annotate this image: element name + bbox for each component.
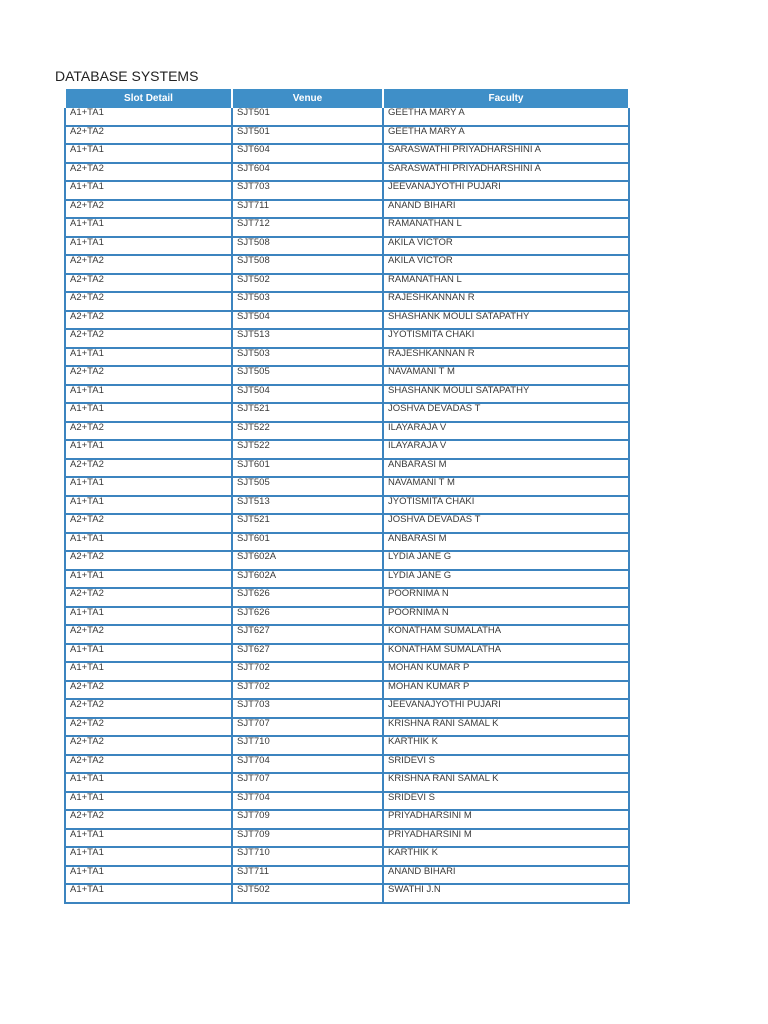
table-row	[65, 810, 629, 829]
venue-cell: SJT703	[232, 699, 383, 718]
column-header-venue: Venue	[232, 89, 383, 108]
slot-detail-cell: A2+TA2	[65, 163, 232, 182]
column-header-faculty: Faculty	[383, 89, 629, 108]
column-header-slot-detail: Slot Detail	[65, 89, 232, 108]
slot-detail-cell: A1+TA1	[65, 607, 232, 626]
venue-cell: SJT627	[232, 625, 383, 644]
venue-cell: SJT503	[232, 348, 383, 367]
table-row	[65, 884, 629, 903]
venue-cell: SJT702	[232, 662, 383, 681]
faculty-cell: KONATHAM SUMALATHA	[383, 625, 629, 644]
slot-detail-cell: A1+TA1	[65, 181, 232, 200]
venue-cell: SJT602A	[232, 570, 383, 589]
faculty-cell: JYOTISMITA CHAKI	[383, 496, 629, 515]
faculty-cell: KONATHAM SUMALATHA	[383, 644, 629, 663]
table-row	[65, 718, 629, 737]
faculty-cell: SWATHI J.N	[383, 884, 629, 903]
slot-detail-cell: A2+TA2	[65, 274, 232, 293]
slot-detail-cell: A1+TA1	[65, 662, 232, 681]
table-row	[65, 329, 629, 348]
venue-cell: SJT604	[232, 144, 383, 163]
table-row	[65, 311, 629, 330]
faculty-cell: JEEVANAJYOTHI PUJARI	[383, 181, 629, 200]
faculty-cell: ANAND BIHARI	[383, 866, 629, 885]
slot-detail-cell: A1+TA1	[65, 348, 232, 367]
venue-cell: SJT513	[232, 496, 383, 515]
table-row	[65, 403, 629, 422]
venue-cell: SJT627	[232, 644, 383, 663]
faculty-cell: JOSHVA DEVADAS T	[383, 403, 629, 422]
venue-cell: SJT707	[232, 718, 383, 737]
faculty-cell: POORNIMA N	[383, 607, 629, 626]
table-row	[65, 662, 629, 681]
slot-detail-cell: A2+TA2	[65, 200, 232, 219]
slot-detail-cell: A2+TA2	[65, 718, 232, 737]
faculty-cell: SARASWATHI PRIYADHARSHINI A	[383, 163, 629, 182]
faculty-cell: LYDIA JANE G	[383, 551, 629, 570]
venue-cell: SJT709	[232, 810, 383, 829]
slot-detail-cell: A2+TA2	[65, 292, 232, 311]
slot-detail-cell: A1+TA1	[65, 403, 232, 422]
slot-detail-cell: A2+TA2	[65, 755, 232, 774]
slot-detail-cell: A1+TA1	[65, 644, 232, 663]
faculty-cell: KARTHIK K	[383, 847, 629, 866]
table-row	[65, 570, 629, 589]
slot-detail-cell: A2+TA2	[65, 366, 232, 385]
venue-cell: SJT704	[232, 792, 383, 811]
table-row	[65, 625, 629, 644]
table-row	[65, 792, 629, 811]
faculty-cell: ANAND BIHARI	[383, 200, 629, 219]
faculty-cell: NAVAMANI T M	[383, 366, 629, 385]
faculty-cell: GEETHA MARY A	[383, 108, 629, 126]
venue-cell: SJT513	[232, 329, 383, 348]
venue-cell: SJT602A	[232, 551, 383, 570]
faculty-cell: PRIYADHARSINI M	[383, 829, 629, 848]
slot-detail-cell: A1+TA1	[65, 385, 232, 404]
venue-cell: SJT604	[232, 163, 383, 182]
venue-cell: SJT626	[232, 588, 383, 607]
slot-detail-cell: A2+TA2	[65, 551, 232, 570]
table-row	[65, 514, 629, 533]
faculty-cell: ANBARASI M	[383, 459, 629, 478]
table-row	[65, 144, 629, 163]
venue-cell: SJT502	[232, 884, 383, 903]
faculty-cell: KRISHNA RANI SAMAL K	[383, 773, 629, 792]
faculty-cell: JOSHVA DEVADAS T	[383, 514, 629, 533]
table-row	[65, 292, 629, 311]
venue-cell: SJT709	[232, 829, 383, 848]
venue-cell: SJT505	[232, 477, 383, 496]
slot-detail-cell: A1+TA1	[65, 829, 232, 848]
table-row	[65, 755, 629, 774]
faculty-cell: AKILA VICTOR	[383, 237, 629, 256]
venue-cell: SJT508	[232, 237, 383, 256]
table-row	[65, 218, 629, 237]
slot-detail-cell: A1+TA1	[65, 847, 232, 866]
faculty-cell: RAMANATHAN L	[383, 274, 629, 293]
venue-cell: SJT601	[232, 459, 383, 478]
table-row	[65, 126, 629, 145]
faculty-cell: KARTHIK K	[383, 736, 629, 755]
table-row	[65, 847, 629, 866]
slot-detail-cell: A1+TA1	[65, 218, 232, 237]
faculty-cell: SRIDEVI S	[383, 792, 629, 811]
slot-detail-cell: A1+TA1	[65, 773, 232, 792]
venue-cell: SJT501	[232, 126, 383, 145]
table-row	[65, 699, 629, 718]
table-row	[65, 163, 629, 182]
venue-cell: SJT522	[232, 440, 383, 459]
slot-detail-cell: A1+TA1	[65, 570, 232, 589]
faculty-cell: KRISHNA RANI SAMAL K	[383, 718, 629, 737]
faculty-cell: RAJESHKANNAN R	[383, 348, 629, 367]
slot-detail-cell: A1+TA1	[65, 496, 232, 515]
table-row	[65, 181, 629, 200]
venue-cell: SJT702	[232, 681, 383, 700]
table-row	[65, 533, 629, 552]
table-row	[65, 829, 629, 848]
venue-cell: SJT710	[232, 736, 383, 755]
venue-cell: SJT703	[232, 181, 383, 200]
venue-cell: SJT707	[232, 773, 383, 792]
table-row	[65, 348, 629, 367]
venue-cell: SJT711	[232, 866, 383, 885]
slot-detail-cell: A1+TA1	[65, 866, 232, 885]
slot-detail-cell: A2+TA2	[65, 311, 232, 330]
venue-cell: SJT601	[232, 533, 383, 552]
venue-cell: SJT710	[232, 847, 383, 866]
faculty-cell: MOHAN KUMAR P	[383, 681, 629, 700]
table-row	[65, 866, 629, 885]
venue-cell: SJT503	[232, 292, 383, 311]
slot-detail-cell: A2+TA2	[65, 736, 232, 755]
slot-detail-cell: A2+TA2	[65, 588, 232, 607]
faculty-cell: JYOTISMITA CHAKI	[383, 329, 629, 348]
faculty-cell: ILAYARAJA V	[383, 440, 629, 459]
slot-detail-cell: A2+TA2	[65, 699, 232, 718]
slot-detail-cell: A1+TA1	[65, 533, 232, 552]
slot-detail-cell: A2+TA2	[65, 810, 232, 829]
table-row	[65, 477, 629, 496]
faculty-cell: ILAYARAJA V	[383, 422, 629, 441]
faculty-cell: POORNIMA N	[383, 588, 629, 607]
slot-detail-cell: A1+TA1	[65, 237, 232, 256]
venue-cell: SJT508	[232, 255, 383, 274]
slot-detail-cell: A2+TA2	[65, 255, 232, 274]
table-row	[65, 459, 629, 478]
page-title: DATABASE SYSTEMS	[55, 68, 199, 84]
table-row	[65, 274, 629, 293]
table-row	[65, 200, 629, 219]
faculty-cell: GEETHA MARY A	[383, 126, 629, 145]
faculty-cell: MOHAN KUMAR P	[383, 662, 629, 681]
faculty-cell: PRIYADHARSINI M	[383, 810, 629, 829]
slot-detail-cell: A1+TA1	[65, 792, 232, 811]
table-body	[65, 108, 629, 903]
faculty-cell: NAVAMANI T M	[383, 477, 629, 496]
table-row	[65, 736, 629, 755]
slot-detail-cell: A2+TA2	[65, 126, 232, 145]
slot-detail-cell: A2+TA2	[65, 422, 232, 441]
table-row	[65, 255, 629, 274]
venue-cell: SJT504	[232, 311, 383, 330]
table-row	[65, 366, 629, 385]
table-row	[65, 108, 629, 126]
venue-cell: SJT704	[232, 755, 383, 774]
table-header-row	[65, 89, 629, 108]
venue-cell: SJT501	[232, 108, 383, 126]
venue-cell: SJT521	[232, 403, 383, 422]
slot-detail-cell: A2+TA2	[65, 625, 232, 644]
slot-detail-cell: A1+TA1	[65, 440, 232, 459]
faculty-cell: RAJESHKANNAN R	[383, 292, 629, 311]
slot-detail-cell: A1+TA1	[65, 108, 232, 126]
faculty-cell: SHASHANK MOULI SATAPATHY	[383, 385, 629, 404]
venue-cell: SJT711	[232, 200, 383, 219]
venue-cell: SJT522	[232, 422, 383, 441]
table-row	[65, 607, 629, 626]
table-row	[65, 496, 629, 515]
table-row	[65, 644, 629, 663]
table-row	[65, 385, 629, 404]
schedule-table	[64, 89, 630, 904]
faculty-cell: SHASHANK MOULI SATAPATHY	[383, 311, 629, 330]
venue-cell: SJT521	[232, 514, 383, 533]
slot-detail-cell: A1+TA1	[65, 144, 232, 163]
venue-cell: SJT502	[232, 274, 383, 293]
slot-detail-cell: A2+TA2	[65, 329, 232, 348]
venue-cell: SJT626	[232, 607, 383, 626]
table-row	[65, 773, 629, 792]
table-row	[65, 440, 629, 459]
slot-detail-cell: A2+TA2	[65, 681, 232, 700]
venue-cell: SJT712	[232, 218, 383, 237]
slot-detail-cell: A1+TA1	[65, 884, 232, 903]
faculty-cell: ANBARASI M	[383, 533, 629, 552]
faculty-cell: JEEVANAJYOTHI PUJARI	[383, 699, 629, 718]
venue-cell: SJT505	[232, 366, 383, 385]
table-row	[65, 681, 629, 700]
faculty-cell: SARASWATHI PRIYADHARSHINI A	[383, 144, 629, 163]
faculty-cell: LYDIA JANE G	[383, 570, 629, 589]
faculty-cell: SRIDEVI S	[383, 755, 629, 774]
venue-cell: SJT504	[232, 385, 383, 404]
table-row	[65, 237, 629, 256]
slot-detail-cell: A2+TA2	[65, 514, 232, 533]
table-row	[65, 551, 629, 570]
faculty-cell: AKILA VICTOR	[383, 255, 629, 274]
table-row	[65, 422, 629, 441]
slot-detail-cell: A1+TA1	[65, 477, 232, 496]
faculty-cell: RAMANATHAN L	[383, 218, 629, 237]
table-row	[65, 588, 629, 607]
slot-detail-cell: A2+TA2	[65, 459, 232, 478]
